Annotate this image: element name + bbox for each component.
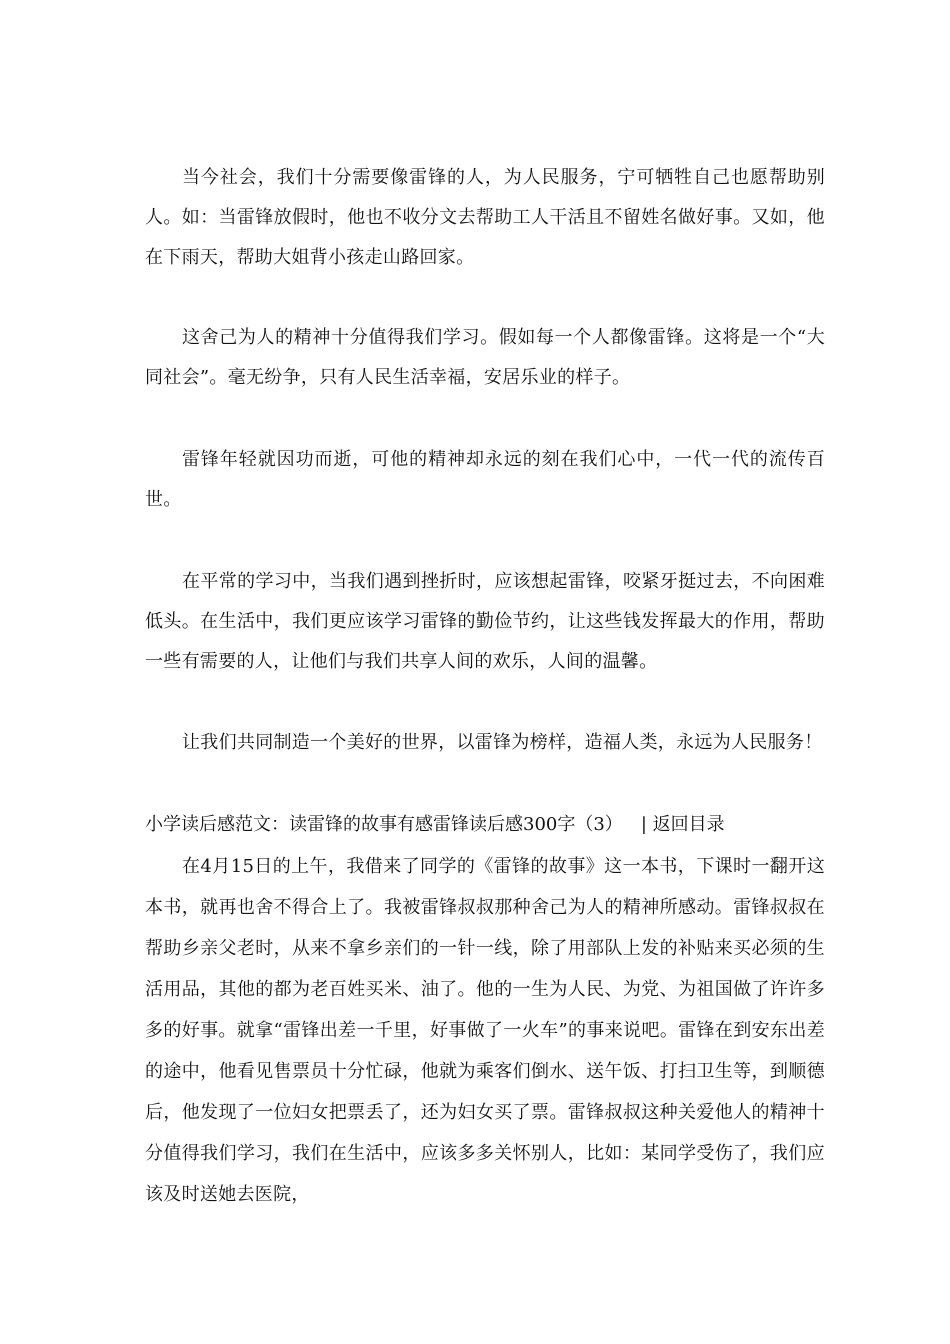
body-paragraph: 在平常的学习中，当我们遇到挫折时，应该想起雷锋，咬紧牙挺过去，不向困难低头。在生活中，我们更应该学习雷锋的勤俭节约，让这些钱发挥最大的作用，帮助一些有需要的人，让他们与我们共享人间的欢乐，人间的温馨。: [145, 571, 825, 672]
body-paragraph: 让我们共同制造一个美好的世界，以雷锋为榜样，造福人类，永远为人民服务！: [182, 732, 823, 753]
body-paragraph: 雷锋年轻就因功而逝，可他的精神却永远的刻在我们心中，一代一代的流传百世。: [145, 449, 825, 510]
section-heading: 小学读后感范文：读雷锋的故事有感雷锋读后感300字（3）: [145, 814, 623, 835]
body-paragraph: 当今社会，我们十分需要像雷锋的人，为人民服务，宁可牺牲自己也愿帮助别人。如：当雷锋放假时，他也不收分文去帮助工人干活且不留姓名做好事。又如，他在下雨天，帮助大姐背小孩走山路回家。: [145, 167, 825, 268]
body-paragraph: 这舍己为人的精神十分值得我们学习。假如每一个人都像雷锋。这将是一个“大同社会”。毫无纷争，只有人民生活幸福，安居乐业的样子。: [145, 327, 825, 388]
back-to-contents-link[interactable]: | 返回目录: [640, 814, 725, 835]
section-heading-line: [145, 812, 825, 838]
section-paragraph: 在4月15日的上午，我借来了同学的《雷锋的故事》这一本书，下课时一翻开这本书，就再也舍不得合上了。我被雷锋叔叔那种舍己为人的精神所感动。雷锋叔叔在帮助乡亲父老时，从来不拿乡亲们的一针一线，除了用部队上发的补贴来买必须的生活用品，其他的都为老百姓买米、油了。他的一生为人民、为党、为祖国做了许许多多的好事。就拿“雷锋出差一千里，好事做了一火车”的事来说吧。雷锋在到安东出差的途中，他看见售票员十分忙碌，他就为乘客们倒水、送午饭、打扫卫生等，到顺德后，他发现了一位妇女把票丢了，还为妇女买了票。雷锋叔叔这种关爱他人的精神十分值得我们学习，我们在生活中，应该多多关怀别人，比如：某同学受伤了，我们应该及时送她去医院，: [145, 856, 825, 1205]
